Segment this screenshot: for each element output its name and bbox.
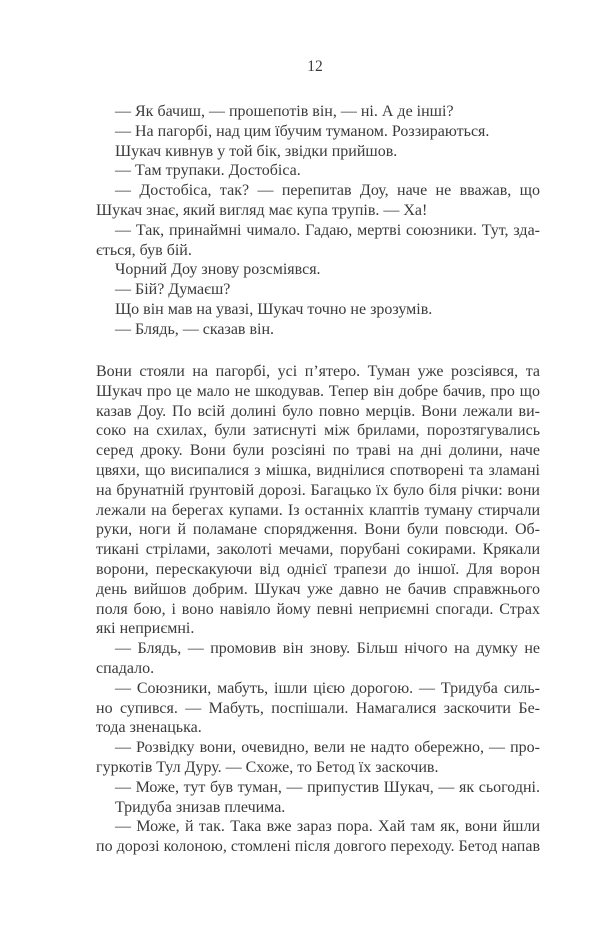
text-line: Що він мав на увазі, Шукач точно не зрозумів. <box>115 300 433 318</box>
text-line: руки, ноги й поламане спорядження. Вони були повсюди. Об- <box>96 521 540 539</box>
text-line: — Так, принаймні чимало. Гадаю, мертві союзники. Тут, зда- <box>115 221 540 239</box>
text-line: Шукач знає, який вигляд має купа трупів. — Ха! <box>96 201 428 219</box>
text-line: но супився. — Мабуть, поспішали. Намагалися заскочити Бе- <box>96 699 540 717</box>
text-line: спадало. <box>96 659 155 677</box>
text-line: — Там трупаки. Достобіса. <box>115 162 301 180</box>
dialogue-block <box>96 102 540 340</box>
text-line: — Як бачиш, — прошепотів він, — ні. А де інші? <box>115 103 454 120</box>
narrative-block <box>96 362 540 857</box>
text-line: які неприємні. <box>96 620 195 638</box>
text-line: день вийшов добрим. Шукач уже давно не бачив справжнього <box>96 580 540 598</box>
page-number: 12 <box>307 58 323 75</box>
text-line: — Блядь, — промовив він знову. Більш нічого на думку не <box>115 640 540 658</box>
text-line: — На пагорбі, над цим їбучим туманом. Роззираються. <box>115 122 490 140</box>
text-line: поля бою, і воно навіяло йому певні неприємні спогади. Страх <box>96 600 540 618</box>
text-line: тикані стрілами, заколоті мечами, порубані сокирами. Крякали <box>96 541 540 559</box>
text-line: ворони, перескакуючи від однієї трапези до іншої. Для ворон <box>96 560 540 578</box>
text-line: цвяхи, що висипалися з мішка, виднілися спотворені та зламані <box>96 461 540 479</box>
text-line: Шукач про це мало не шкодував. Тепер він добре бачив, про що <box>96 382 540 400</box>
text-line: — Союзники, мабуть, ішли цією дорогою. — Тридуба силь- <box>115 679 540 697</box>
text-line: Шукач кивнув у той бік, звідки прийшов. <box>115 142 398 160</box>
text-line: по дорозі колоною, стомлені після довгого переходу. Бетод напав <box>96 838 540 856</box>
text-line: лежали на берегах купами. Із останніх клаптів туману стирчали <box>96 501 540 519</box>
text-line: — Може, тут був туман, — припустив Шукач, — як сьогодні. <box>115 778 540 796</box>
text-line: соко на схилах, були затиснуті між брилами, порозтягувались <box>96 422 540 440</box>
text-line: гуркотів Тул Дуру. — Схоже, то Бетод їх заскочив. <box>96 758 439 776</box>
text-line: Вони стояли на пагорбі, усі п’ятеро. Туман уже розсіявся, та <box>96 363 540 380</box>
text-line: ється, був бій. <box>96 241 192 259</box>
text-line: — Достобіса, так? — перепитав Доу, наче не вважав, що <box>115 182 540 200</box>
text-line: Чорний Доу знову розсміявся. <box>115 261 321 279</box>
text-line: — Блядь, — сказав він. <box>115 320 275 338</box>
text-line: — Бій? Думаєш? <box>115 281 231 299</box>
text-line: на брунатній ґрунтовій дорозі. Багацько їх було біля річки: вони <box>96 481 540 499</box>
text-line: тода зненацька. <box>96 719 202 737</box>
text-line: казав Доу. По всій долині було повно мерців. Вони лежали ви- <box>96 402 540 420</box>
text-line: — Може, й так. Така вже зараз пора. Хай там як, вони йшли <box>115 818 540 836</box>
text-line: серед дроку. Вони були розсіяні по траві на дні долини, наче <box>96 442 540 460</box>
text-line: — Розвідку вони, очевидно, вели не надто обережно, — про- <box>115 739 540 757</box>
text-line: Тридуба знизав плечима. <box>115 798 286 816</box>
